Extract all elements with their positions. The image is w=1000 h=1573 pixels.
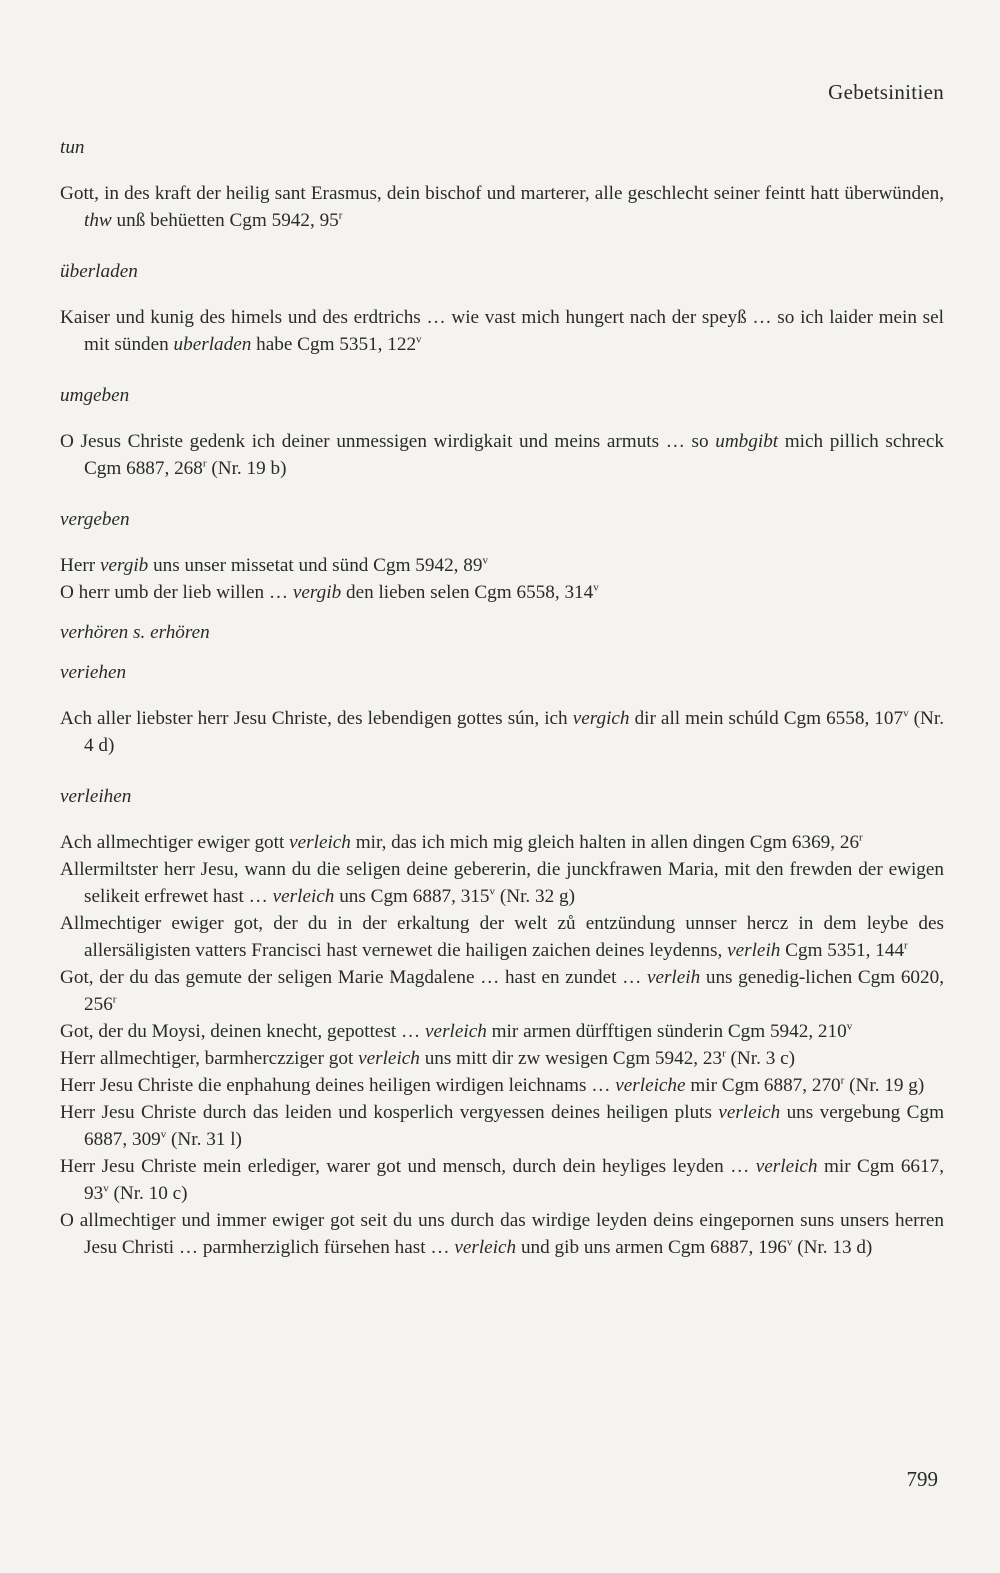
- entry-text: mir Cgm 6887, 270: [685, 1075, 841, 1096]
- index-content: [60, 134, 944, 1261]
- lemma-heading: überladen: [60, 261, 138, 282]
- folio-side-superscript: v: [903, 707, 909, 720]
- keyword-italic: verleich: [289, 832, 351, 853]
- keyword-italic: verleiche: [615, 1075, 686, 1096]
- lemma-heading: verleihen: [60, 786, 132, 807]
- entry-text: Herr Jesu Christe mein erlediger, warer got und mensch, durch dein heyliges leyden …: [60, 1156, 756, 1177]
- prayer-incipit-entry: [60, 910, 944, 964]
- entry-text: (Nr. 32 g): [495, 886, 575, 907]
- entry-text: mir, das ich mich mig gleich halten in allen dingen Cgm 6369, 26: [350, 832, 860, 853]
- prayer-incipit-entry: [60, 705, 944, 759]
- keyword-italic: vergib: [292, 582, 342, 603]
- entry-text: (Nr. 19 b): [206, 458, 287, 479]
- spacer: [60, 759, 944, 783]
- keyword-italic: vergib: [99, 555, 149, 576]
- prayer-incipit-entry: [60, 964, 944, 1018]
- lemma-heading: tun: [60, 137, 85, 158]
- folio-side-superscript: v: [846, 1020, 853, 1033]
- folio-side-superscript: v: [489, 885, 496, 898]
- entry-text: uns vergebung Cgm 6887, 309: [84, 1102, 944, 1150]
- folio-side-superscript: v: [160, 1128, 167, 1141]
- folio-side-superscript: v: [593, 581, 599, 594]
- folio-side-superscript: r: [338, 209, 343, 222]
- spacer: [60, 409, 944, 428]
- spacer: [60, 161, 944, 180]
- entry-text: habe Cgm 5351, 122: [251, 334, 417, 355]
- entry-text: mir Cgm 6617, 93: [84, 1156, 944, 1204]
- folio-side-superscript: r: [840, 1074, 845, 1087]
- keyword-italic: verleich: [755, 1156, 818, 1177]
- lemma-heading: vergeben: [60, 509, 130, 530]
- keyword-italic: vergich: [572, 708, 630, 729]
- keyword-italic: verleich: [425, 1021, 487, 1042]
- lemma-heading: verhören s. erhören: [60, 622, 210, 643]
- keyword-italic: verleich: [454, 1237, 517, 1258]
- entry-text: uns genedig-lichen Cgm 6020, 256: [84, 967, 944, 1015]
- entry-text: unß behüetten Cgm 5942, 95: [111, 210, 339, 231]
- prayer-incipit-entry: [60, 428, 944, 482]
- spacer: [60, 646, 944, 659]
- keyword-italic: verleih: [646, 967, 701, 988]
- spacer: [60, 533, 944, 552]
- spacer: [60, 358, 944, 382]
- entry-text: Herr Jesu Christe die enphahung deines heiligen wirdigen leichnams …: [60, 1075, 616, 1096]
- entry-text: Got, der du das gemute der seligen Marie Magdalene … hast en zundet …: [60, 967, 647, 988]
- prayer-incipit-entry: [60, 829, 944, 856]
- lemma-heading: umgeben: [60, 385, 130, 406]
- entry-text: uns mitt dir zw wesigen Cgm 5942, 23: [419, 1048, 723, 1069]
- entry-text: Herr Jesu Christe durch das leiden und kosperlich vergyessen deines heiligen pluts: [60, 1102, 719, 1123]
- keyword-italic: verleich: [272, 886, 335, 907]
- folio-side-superscript: v: [416, 333, 422, 346]
- spacer: [60, 234, 944, 258]
- keyword-italic: verleich: [358, 1048, 420, 1069]
- prayer-incipit-entry: [60, 1018, 944, 1045]
- page-number: 799: [906, 1467, 938, 1491]
- entry-text: Herr: [60, 555, 100, 576]
- folio-side-superscript: v: [103, 1182, 109, 1195]
- folio-side-superscript: r: [112, 993, 117, 1006]
- entry-text: (Nr. 31 l): [166, 1129, 242, 1150]
- entry-text: (Nr. 3 c): [725, 1048, 796, 1069]
- prayer-incipit-entry: [60, 552, 944, 579]
- entry-text: Got, der du Moysi, deinen knecht, gepottest …: [60, 1021, 426, 1042]
- entry-text: mir armen dürfftigen sünderin Cgm 5942, 210: [486, 1021, 847, 1042]
- entry-text: Gott, in des kraft der heilig sant Erasmus, dein bischof und marterer, alle geschlecht seiner feintt hatt überwünden,: [60, 183, 944, 204]
- entry-text: (Nr. 10 c): [108, 1183, 188, 1204]
- spacer: [60, 285, 944, 304]
- folio-side-superscript: r: [722, 1047, 726, 1060]
- entry-text: Kaiser und kunig des himels und des erdtrichs … wie vast mich hungert nach der speyß … so ich laider mein sel mit sünden: [60, 307, 944, 355]
- entry-text: Ach aller liebster herr Jesu Christe, des lebendigen gottes sún, ich: [60, 708, 573, 729]
- prayer-incipit-entry: [60, 579, 944, 606]
- spacer: [60, 686, 944, 705]
- spacer: [60, 810, 944, 829]
- folio-side-superscript: r: [859, 831, 863, 844]
- prayer-incipit-entry: [60, 1072, 944, 1099]
- running-head: Gebetsinitien: [828, 80, 944, 104]
- entry-text: Cgm 5351, 144: [780, 940, 905, 961]
- folio-side-superscript: v: [482, 554, 488, 567]
- entry-text: Ach allmechtiger ewiger gott: [60, 832, 290, 853]
- keyword-italic: uberladen: [173, 334, 252, 355]
- entry-text: (Nr. 19 g): [844, 1075, 925, 1096]
- prayer-incipit-entry: [60, 1153, 944, 1207]
- entry-text: mich pillich schreck Cgm 6887, 268: [84, 431, 944, 479]
- spacer: [60, 482, 944, 506]
- entry-text: Herr allmechtiger, barmherczziger got: [60, 1048, 359, 1069]
- prayer-incipit-entry: [60, 1045, 944, 1072]
- entry-text: O Jesus Christe gedenk ich deiner unmessigen wirdigkait und meins armuts … so: [60, 431, 716, 452]
- folio-side-superscript: v: [786, 1236, 793, 1249]
- entry-text: und gib uns armen Cgm 6887, 196: [516, 1237, 787, 1258]
- entry-text: den lieben selen Cgm 6558, 314: [341, 582, 594, 603]
- prayer-incipit-entry: [60, 1207, 944, 1261]
- entry-text: O allmechtiger und immer ewiger got seit du uns durch das wirdige leyden deins eingepornen suns unsers herren Jesu Christi … parmherziglich fürsehen hast …: [60, 1210, 944, 1258]
- entry-text: O herr umb der lieb willen …: [60, 582, 293, 603]
- entry-text: (Nr. 4 d): [84, 708, 944, 756]
- prayer-incipit-entry: [60, 304, 944, 358]
- keyword-italic: verleich: [718, 1102, 781, 1123]
- prayer-incipit-entry: [60, 180, 944, 234]
- folio-side-superscript: r: [904, 939, 908, 952]
- folio-side-superscript: r: [202, 457, 207, 470]
- entry-text: (Nr. 13 d): [792, 1237, 873, 1258]
- lemma-heading: veriehen: [60, 662, 127, 683]
- spacer: [60, 606, 944, 619]
- prayer-incipit-entry: [60, 856, 944, 910]
- prayer-incipit-entry: [60, 1099, 944, 1153]
- keyword-italic: umbgibt: [715, 431, 779, 452]
- entry-text: Allmechtiger ewiger got, der du in der erkaltung der welt zů entzündung unnser hercz in dem leybe des allersäligisten vatters Francisci hast vernewet die hailigen zaichen deines leydenns,: [60, 913, 944, 961]
- entry-text: uns unser missetat und sünd Cgm 5942, 89: [148, 555, 483, 576]
- entry-text: uns Cgm 6887, 315: [334, 886, 490, 907]
- entry-text: Allermiltster herr Jesu, wann du die seligen deine gebererin, die junckfrawen Maria, mit den frewden der ewigen selikeit erfrewet hast …: [60, 859, 944, 907]
- entry-text: dir all mein schúld Cgm 6558, 107: [629, 708, 904, 729]
- keyword-italic: verleih: [727, 940, 781, 961]
- keyword-italic: thw: [84, 210, 112, 231]
